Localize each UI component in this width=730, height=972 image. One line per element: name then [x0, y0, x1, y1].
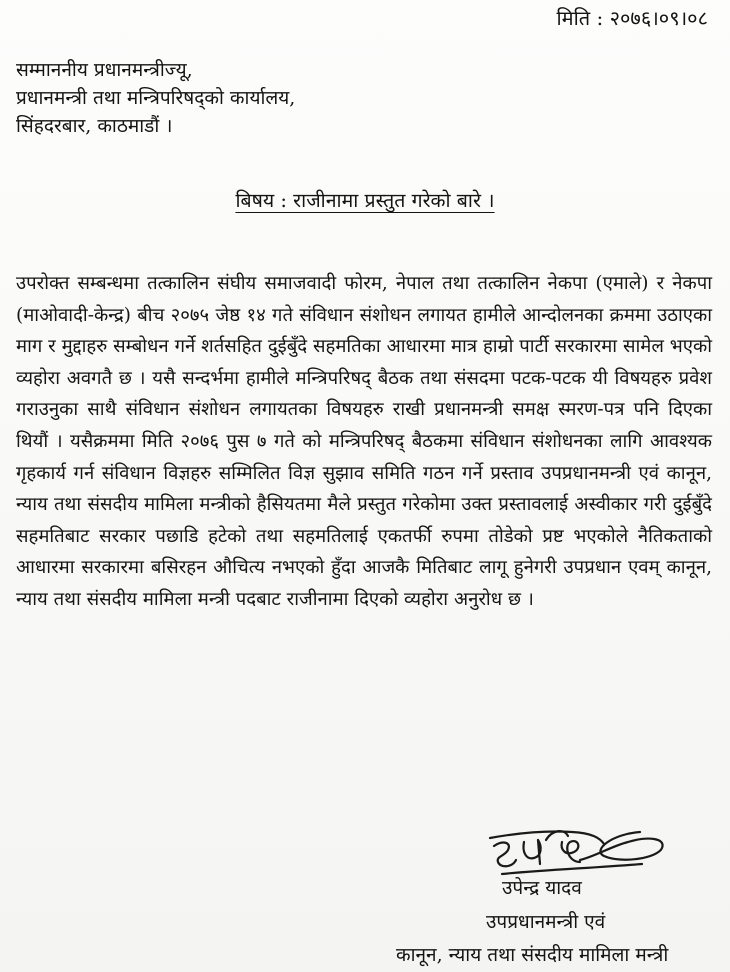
subject-text: बिषय : राजीनामा प्रस्तुत गरेको बारे ।: [235, 189, 495, 212]
signer-title-deputy-pm: उपप्रधानमन्त्री एवं: [486, 911, 606, 933]
address-line-location: सिंहदरबार, काठमाडौं ।: [16, 115, 173, 137]
signer-title-minister: कानून, न्याय तथा संसदीय मामिला मन्त्री: [396, 944, 669, 966]
letter-date: मिति : २०७६।०९।०८: [556, 6, 708, 30]
recipient-address: [16, 56, 295, 140]
address-line-salutation: सम्माननीय प्रधानमन्त्रीज्यू,: [16, 59, 193, 81]
letter-subject: [0, 186, 730, 213]
signer-name: उपेन्द्र यादव: [502, 877, 582, 899]
address-line-office: प्रधानमन्त्री तथा मन्त्रिपरिषद्को कार्यालय,: [16, 87, 296, 109]
letter-body: उपरोक्त सम्बन्धमा तत्कालिन संघीय समाजवादी फोरम, नेपाल तथा तत्कालिन नेकपा (एमाले) र नेकपा (माओवादी-केन्द्र) बीच २०७५ जेष्ठ १४ गते संविधान संशोधन लगायत हामीले आन्दोलनका क्रममा उठाएका माग र मुद्दाहरु सम्बोधन गर्ने शर्तसहित दुईबुँदे सहमतिका आधारमा मात्र हाम्रो पार्टी सरकारमा सामेल भएको व्यहोरा अवगतै छ । यसै सन्दर्भमा हामीले मन्त्रिपरिषद् बैठक तथा संसदमा पटक-पटक यी विषयहरु प्रवेश गराउनुका साथै संविधान संशोधन लगायतका विषयहरु राखी प्रधानमन्त्री समक्ष स्मरण-पत्र पनि दिएका थियौं । यसैक्रममा मिति २०७६ पुस ७ गते को मन्त्रिपरिषद् बैठकमा संविधान संशोधनका लागि आवश्यक गृहकार्य गर्न संविधान विज्ञहरु सम्मिलित विज्ञ सुझाव समिति गठन गर्ने प्रस्ताव उपप्रधानमन्त्री एवं कानून, न्याय तथा संसदीय मामिला मन्त्रीको हैसियतमा मैले प्रस्तुत गरेकोमा उक्त प्रस्तावलाई अस्वीकार गरी दुईबुँदे सहमतिबाट सरकार पछाडि हटेको तथा सहमतिलाई एकतर्फी रुपमा तोडेको प्रष्ट भएकोले नैतिकताको आधारमा सरकारमा बसिरहन औचित्य नभएको हुँदा आजकै मितिबाट लागू हुनेगरी उपप्रधान एवम् कानून, न्याय तथा संसदीय मामिला मन्त्री पदबाट राजीनामा दिएको व्यहोरा अनुरोध छ ।: [16, 273, 712, 610]
